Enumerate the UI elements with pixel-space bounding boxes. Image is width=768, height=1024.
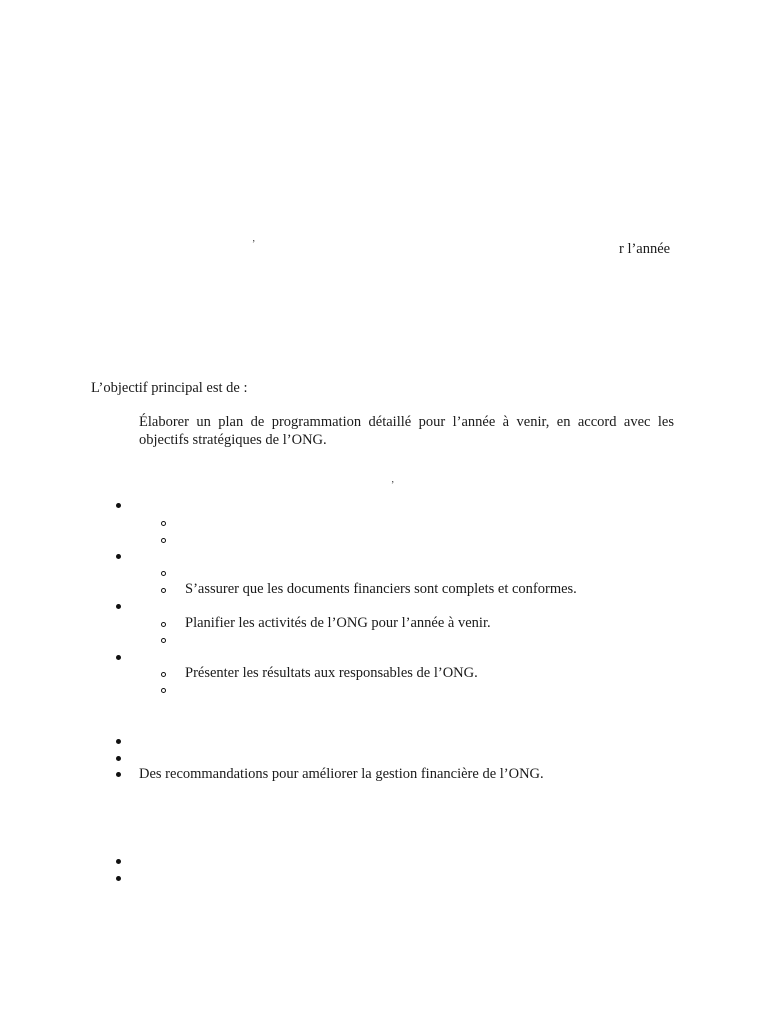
- apostrophe-mark-top: ’: [252, 239, 256, 250]
- header-fragment-text: r l’année: [619, 241, 671, 257]
- apostrophe-mark-mid: ’: [391, 480, 395, 491]
- deliverable-recommandations: Des recommandations pour améliorer la gestion financière de l’ONG.: [139, 766, 544, 782]
- bullet-marker: [116, 859, 121, 864]
- sub-item-presenter: Présenter les résultats aux responsables de l’ONG.: [185, 665, 478, 681]
- sub-bullet-marker: [161, 672, 166, 677]
- sub-bullet-marker: [161, 571, 166, 576]
- objective-intro: L’objectif principal est de :: [91, 380, 248, 396]
- objective-paragraph: Élaborer un plan de programmation détaillé pour l’année à venir, en accord avec les objectifs stratégiques de l’ONG.: [139, 414, 674, 448]
- bullet-marker: [116, 604, 121, 609]
- sub-bullet-marker: [161, 688, 166, 693]
- bullet-marker: [116, 739, 121, 744]
- bullet-marker: [116, 554, 121, 559]
- sub-bullet-marker: [161, 588, 166, 593]
- bullet-marker: [116, 655, 121, 660]
- sub-bullet-marker: [161, 622, 166, 627]
- sub-bullet-marker: [161, 538, 166, 543]
- sub-bullet-marker: [161, 521, 166, 526]
- bullet-marker: [116, 756, 121, 761]
- sub-item-assurer: S’assurer que les documents financiers sont complets et conformes.: [185, 581, 577, 597]
- bullet-marker: [116, 772, 121, 777]
- bullet-marker: [116, 876, 121, 881]
- bullet-marker: [116, 503, 121, 508]
- sub-bullet-marker: [161, 638, 166, 643]
- sub-item-planifier: Planifier les activités de l’ONG pour l’année à venir.: [185, 615, 491, 631]
